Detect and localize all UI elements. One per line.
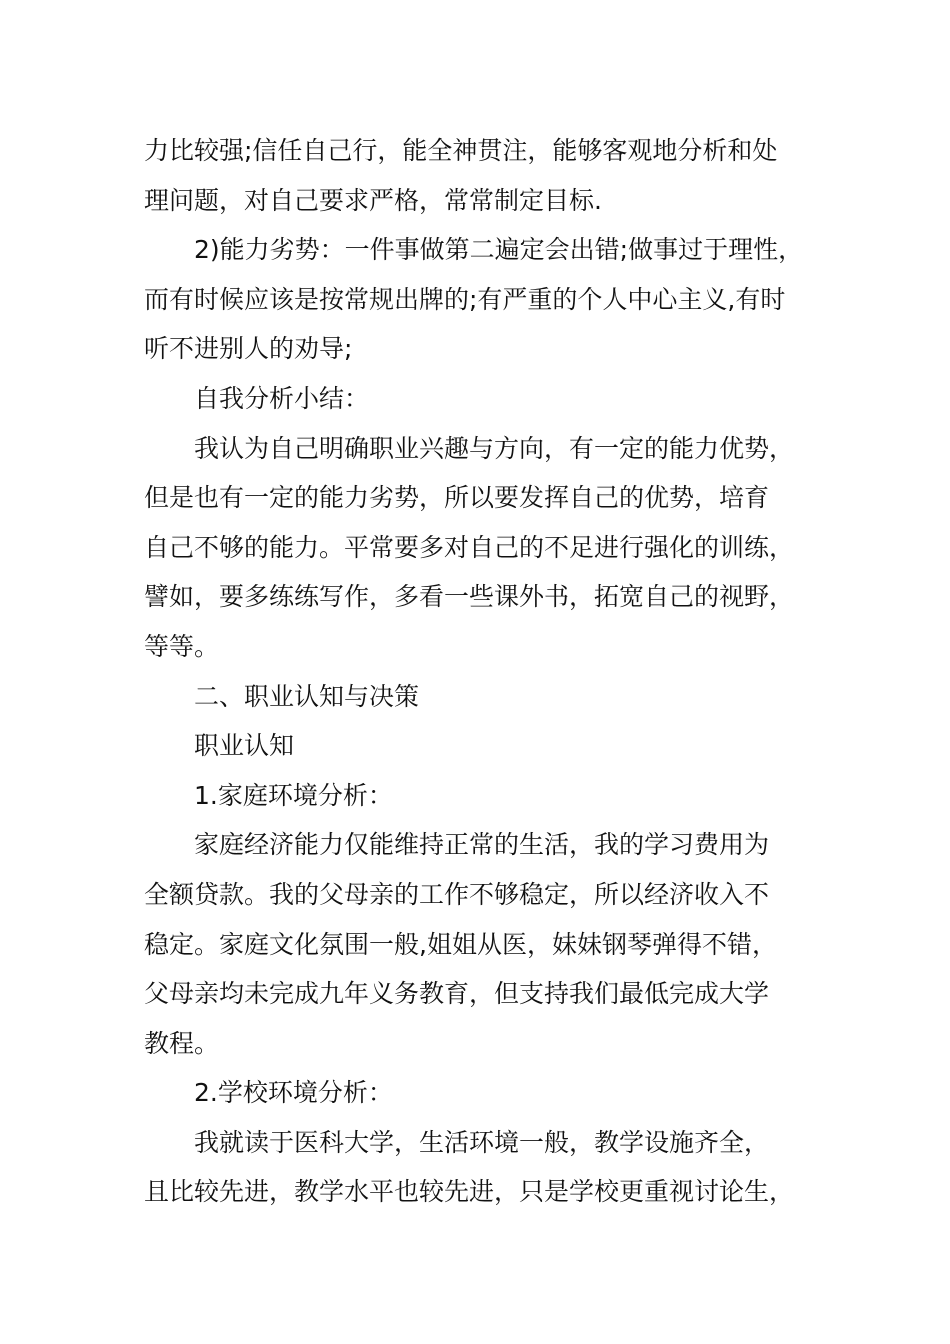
text-line: 自己不够的能力。平常要多对自己的不足进行强化的训练，: [144, 532, 795, 562]
text-line: 全额贷款。我的父母亲的工作不够稳定，所以经济收入不: [144, 879, 770, 909]
section-heading: 二、职业认知与决策: [194, 681, 420, 711]
text-line: 稳定。家庭文化氛围一般,姐姐从医，妹妹钢琴弹得不错，: [144, 929, 777, 959]
section-heading: 自我分析小结：: [194, 383, 370, 413]
section-heading: 职业认知: [194, 731, 295, 761]
text-line: 我认为自己明确职业兴趣与方向，有一定的能力优势，: [194, 433, 795, 463]
text-line: 且比较先进，教学水平也较先进，只是学校更重视讨论生，: [144, 1177, 795, 1207]
text-line: 譬如，要多练练写作，多看一些课外书，拓宽自己的视野，: [144, 582, 795, 612]
text-line: 而有时候应该是按常规出牌的;有严重的个人中心主义,有时: [144, 284, 786, 314]
text-line: 等等。: [144, 631, 220, 661]
text-line: 我就读于医科大学，生活环境一般，教学设施齐全，: [194, 1127, 770, 1157]
section-heading: 1.家庭环境分析：: [194, 780, 393, 810]
text-line: 2)能力劣势：一件事做第二遍定会出错;做事过于理性，: [194, 235, 804, 265]
text-line: 理问题，对自己要求严格，常常制定目标.: [144, 185, 602, 215]
text-line: 父母亲均未完成九年义务教育，但支持我们最低完成大学: [144, 979, 770, 1009]
text-line: 但是也有一定的能力劣势，所以要发挥自己的优势，培育: [144, 483, 770, 513]
section-heading: 2.学校环境分析：: [194, 1078, 393, 1108]
text-line: 听不进别人的劝导;: [144, 334, 353, 364]
text-line: 家庭经济能力仅能维持正常的生活，我的学习费用为: [194, 830, 770, 860]
text-line: 力比较强;信任自己行，能全神贯注，能够客观地分析和处: [144, 136, 778, 165]
document-body: [144, 126, 810, 1217]
text-line: 教程。: [144, 1028, 220, 1058]
